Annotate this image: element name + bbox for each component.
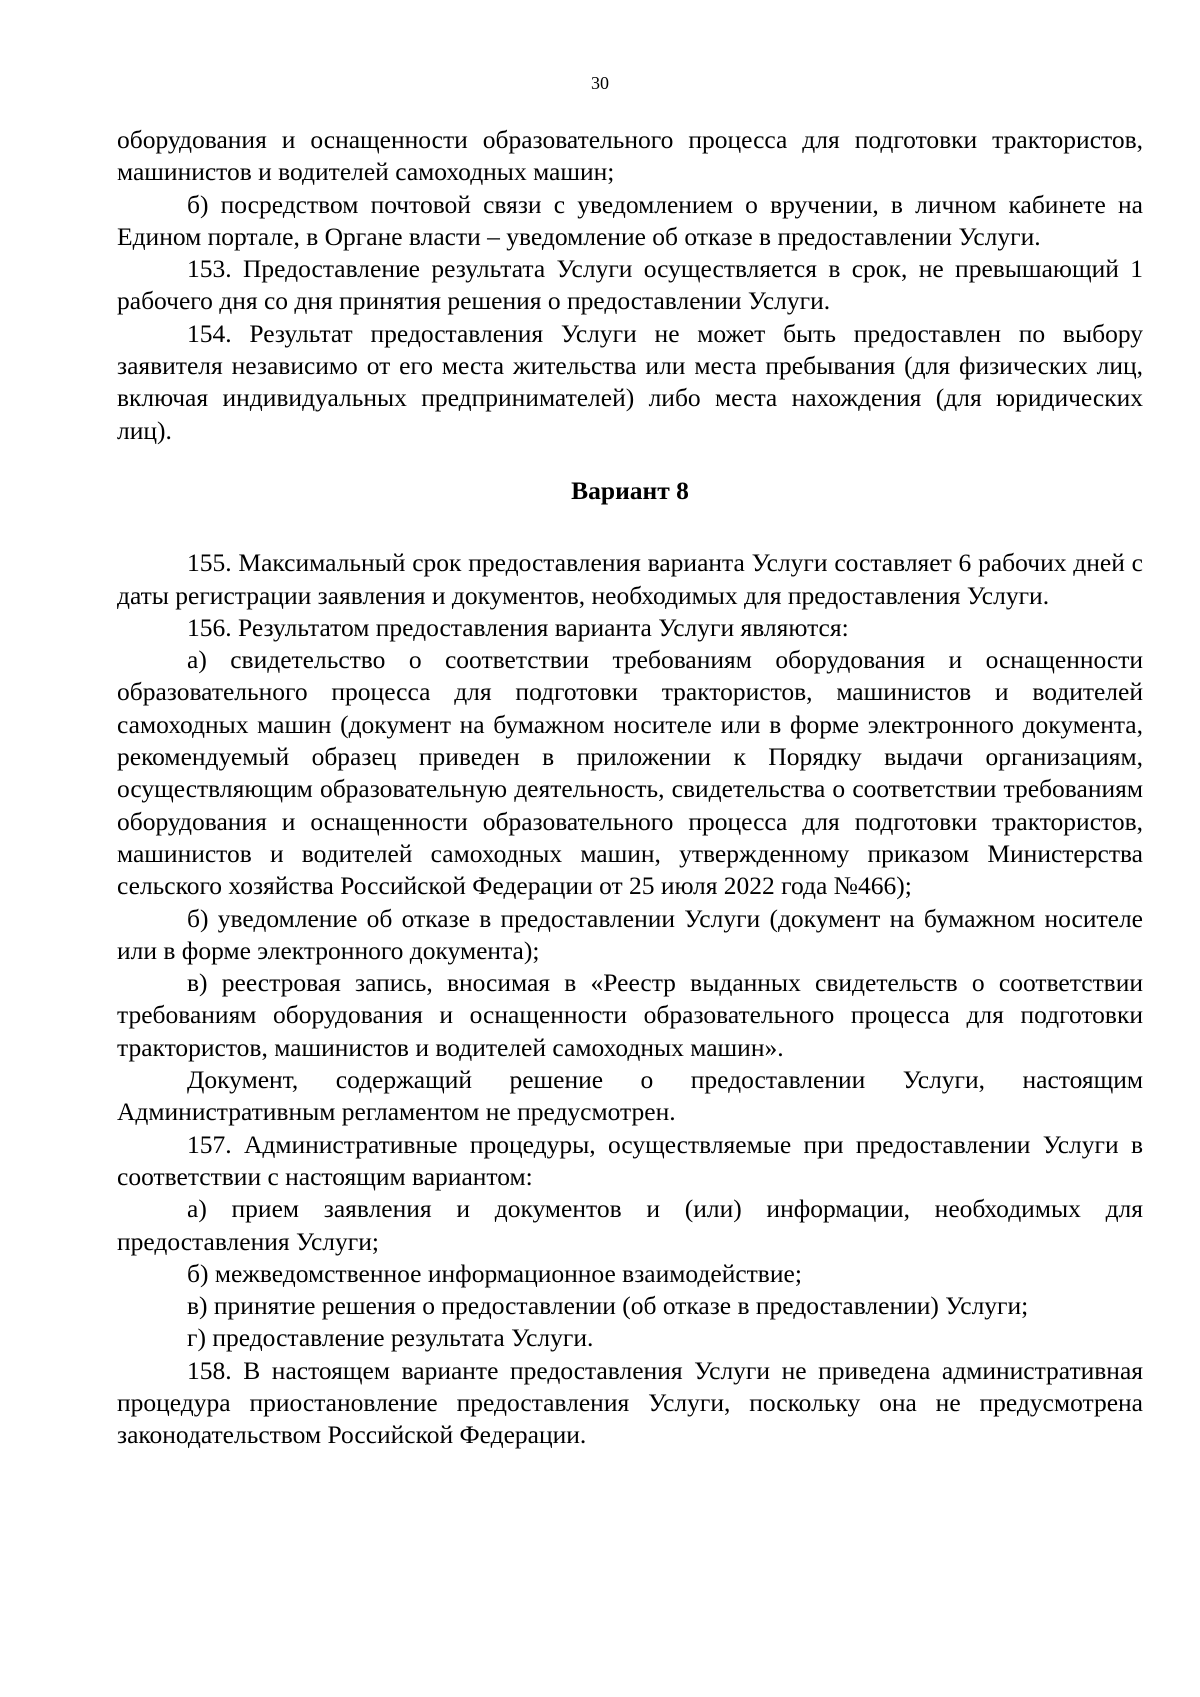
paragraph-157b: б) межведомственное информационное взаимодействие; [187, 1258, 802, 1288]
paragraph-153: 153. Предоставление результата Услуги осуществляется в срок, не превышающий 1 рабочего дня со дня принятия решения о предоставлении Услуги. [117, 254, 1143, 316]
section-heading: Вариант 8 [571, 475, 689, 505]
paragraph-156c: в) реестровая запись, вносимая в «Реестр выданных свидетельств о соответствии требованиям оборудования и оснащенности образовательного процесса для подготовки трактористов, машинистов и водителей самоходных машин». [117, 968, 1143, 1062]
paragraph-156b: б) уведомление об отказе в предоставлении Услуги (документ на бумажном носителе или в форме электронного документа); [117, 903, 1143, 965]
paragraph-157a: а) прием заявления и документов и (или) информации, необходимых для предоставления Услуги; [117, 1194, 1143, 1256]
paragraph-156a: а) свидетельство о соответствии требованиям оборудования и оснащенности образовательного процесса для подготовки трактористов, машинистов и водителей самоходных машин (документ на бумажном носителе или в форме электронного документа, рекомендуемый образец приведен в приложении к Порядку выдачи организациям, осуществляющим образовательную деятельность, свидетельства о соответствии требованиям оборудования и оснащенности образовательного процесса для подготовки трактористов, машинистов и водителей самоходных машин, утвержденному приказом Министерства сельского хозяйства Российской Федерации от 25 июля 2022 года №466); [117, 645, 1143, 901]
paragraph-157c: в) принятие решения о предоставлении (об отказе в предоставлении) Услуги; [187, 1291, 1029, 1321]
paragraph-154: 154. Результат предоставления Услуги не может быть предоставлен по выбору заявителя независимо от его места жительства или места пребывания (для физических лиц, включая индивидуальных предпринимателей) либо места нахождения (для юридических лиц). [117, 318, 1143, 445]
paragraph-158: 158. В настоящем варианте предоставления Услуги не приведена административная процедура приостановление предоставления Услуги, поскольку она не предусмотрена законодательством Российской Федерации. [117, 1355, 1143, 1450]
paragraph-152b: б) посредством почтовой связи с уведомлением о вручении, в личном кабинете на Едином портале, в Органе власти – уведомление об отказе в предоставлении Услуги. [117, 189, 1143, 251]
paragraph-155: 155. Максимальный срок предоставления варианта Услуги составляет 6 рабочих дней с даты регистрации заявления и документов, необходимых для предоставления Услуги. [117, 548, 1143, 610]
page-number: 30 [591, 73, 609, 93]
paragraph-156-note: Документ, содержащий решение о предоставлении Услуги, настоящим Административным регламентом не предусмотрен. [117, 1065, 1143, 1127]
paragraph-157: 157. Административные процедуры, осуществляемые при предоставлении Услуги в соответствии с настоящим вариантом: [117, 1129, 1143, 1191]
paragraph-continuation: оборудования и оснащенности образовательного процесса для подготовки трактористов, машинистов и водителей самоходных машин; [117, 125, 1143, 187]
paragraph-156: 156. Результатом предоставления варианта Услуги являются: [187, 612, 849, 642]
paragraph-157d: г) предоставление результата Услуги. [187, 1323, 594, 1353]
document-body [117, 124, 1143, 1452]
